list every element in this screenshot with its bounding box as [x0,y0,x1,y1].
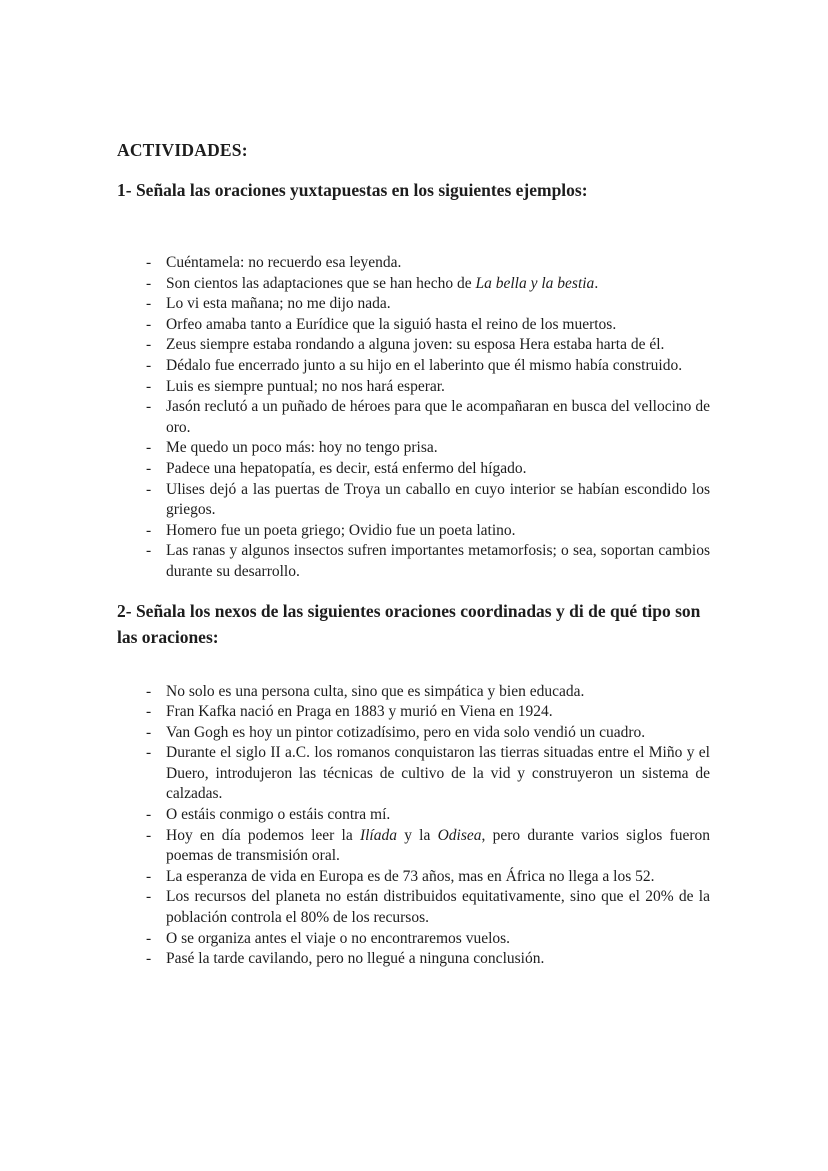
dash-marker: - [146,356,152,374]
list-item [117,867,710,888]
list-item [117,335,710,356]
list-item [117,294,710,315]
document-title: ACTIVIDADES: [117,140,248,160]
dash-marker: - [146,542,152,560]
list-item [117,459,710,480]
list-item-text: Ulises dejó a las puertas de Troya un caballo en cuyo interior se habían escondido los griegos. [166,480,710,519]
list-item [117,274,710,295]
list-item-text: No solo es una persona culta, sino que es simpática y bien educada. [166,682,585,700]
list-item-text: Cuéntamela: no recuerdo esa leyenda. [166,254,402,271]
list-item [117,377,710,398]
list-item-text: O se organiza antes el viaje o no encontraremos vuelos. [166,929,511,947]
dash-marker: - [146,521,152,539]
dash-marker: - [146,744,152,762]
dash-marker: - [146,274,152,292]
dash-marker: - [146,826,152,844]
list-item-text: Fran Kafka nació en Praga en 1883 y murió en Viena en 1924. [166,703,553,721]
list-item-text: Las ranas y algunos insectos sufren importantes metamorfosis; o sea, soportan cambios durante su desarrollo. [166,542,710,580]
dash-marker: - [146,480,152,498]
list-item-text: Luis es siempre puntual; no nos hará esperar. [166,377,445,395]
list-item [117,826,710,867]
list-item-text: Me quedo un poco más: hoy no tengo prisa. [166,439,438,457]
dash-marker: - [146,867,152,885]
dash-marker: - [146,806,152,824]
list-item [117,480,710,521]
dash-marker: - [146,439,152,457]
list-item [117,315,710,336]
list-item [117,949,710,970]
list-item [117,356,710,377]
exercise-1-heading: 1- Señala las oraciones yuxtapuestas en los siguientes ejemplos: [117,180,588,200]
list-item-text: Jasón reclutó a un puñado de héroes para que le acompañaran en busca del vellocino de oro. [166,398,710,436]
list-item-text: Son cientos las adaptaciones que se han hecho de La bella y la bestia. [166,274,599,292]
list-item-text: Pasé la tarde cavilando, pero no llegué a ninguna conclusión. [166,950,545,968]
list-item-text: Dédalo fue encerrado junto a su hijo en el laberinto que él mismo había construido. [166,356,683,374]
list-item [117,805,710,826]
list-item [117,541,710,582]
dash-marker: - [146,723,152,741]
dash-marker: - [146,336,152,354]
list-item [117,723,710,744]
dash-marker: - [146,398,152,416]
dash-marker: - [146,703,152,721]
dash-marker: - [146,950,152,968]
list-item-text: Orfeo amaba tanto a Eurídice que la siguió hasta el reino de los muertos. [166,315,617,333]
list-item [117,253,710,274]
list-item [117,743,710,805]
section-exercise-1 [117,177,710,583]
list-item-text: Padece una hepatopatía, es decir, está enfermo del hígado. [166,459,527,477]
dash-marker: - [146,888,152,906]
list-item-text: Hoy en día podemos leer la Ilíada y la Odisea, pero durante varios siglos fueron poemas de transmisión oral. [166,826,710,865]
list-item [117,438,710,459]
list-item [117,702,710,723]
list-item [117,397,710,438]
list-item-text: Durante el siglo II a.C. los romanos conquistaron las tierras situadas entre el Miño y el Duero, introdujeron las técnicas de cultivo de la vid y construyeron un sistema de calzadas. [166,744,710,803]
list-item [117,521,710,542]
list-item-text: Van Gogh es hoy un pintor cotizadísimo, pero en vida solo vendió un cuadro. [166,723,646,741]
dash-marker: - [146,295,152,313]
dash-marker: - [146,377,152,395]
exercise-2-list [117,682,710,970]
list-item-text: Zeus siempre estaba rondando a alguna joven: su esposa Hera estaba harta de él. [166,336,665,354]
section-exercise-2 [117,598,710,970]
list-item-text: Los recursos del planeta no están distribuidos equitativamente, sino que el 20% de la población controla el 80% de los recursos. [166,888,710,927]
list-item-text: O estáis conmigo o estáis contra mí. [166,806,391,824]
dash-marker: - [146,315,152,333]
list-item [117,929,710,950]
dash-marker: - [146,254,152,271]
exercise-1-list [117,253,710,583]
list-item [117,682,710,703]
list-item-text: Homero fue un poeta griego; Ovidio fue un poeta latino. [166,521,516,539]
list-item-text: Lo vi esta mañana; no me dijo nada. [166,295,391,313]
dash-marker: - [146,682,152,700]
exercise-2-heading: 2- Señala los nexos de las siguientes oraciones coordinadas y di de qué tipo son las oraciones: [117,600,701,647]
list-item [117,887,710,928]
list-item-text: La esperanza de vida en Europa es de 73 años, mas en África no llega a los 52. [166,867,655,885]
dash-marker: - [146,929,152,947]
dash-marker: - [146,459,152,477]
